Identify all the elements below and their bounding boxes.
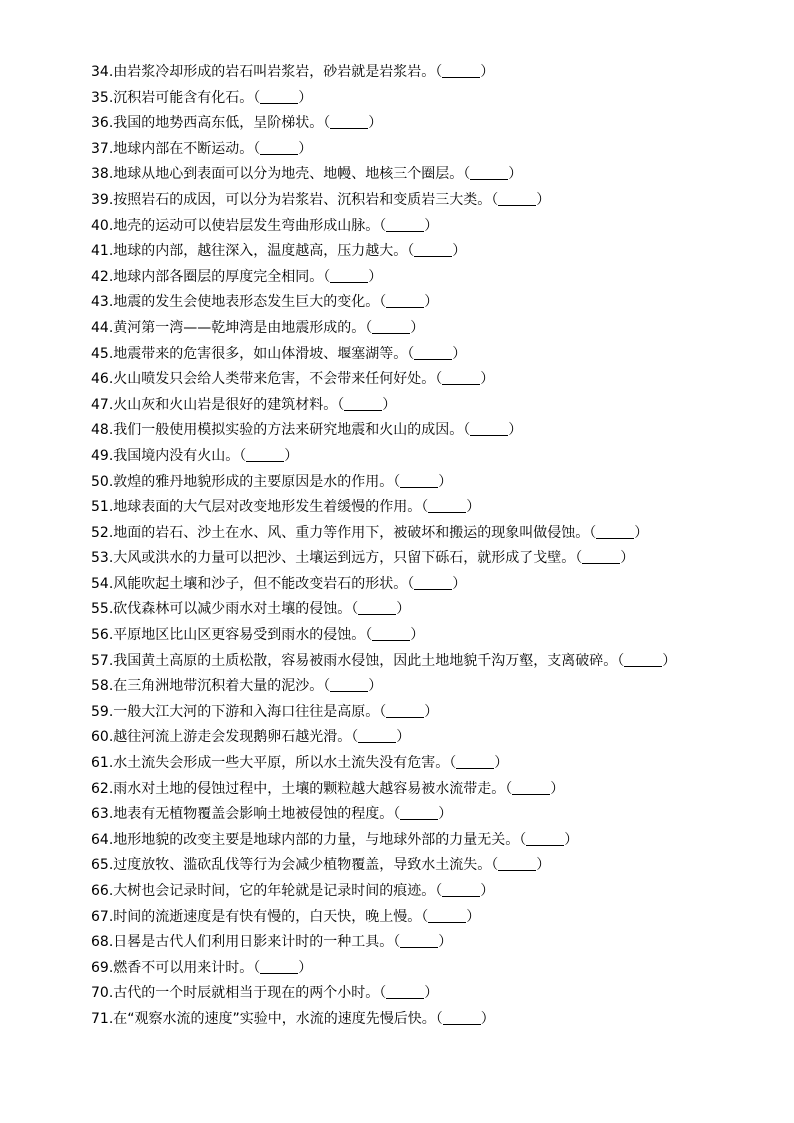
question-item [68,60,758,86]
answer-blank[interactable] [624,652,662,667]
answer-paren-open: （ [407,575,415,592]
question-item [68,290,758,316]
answer-paren-close: ） [620,550,635,567]
question-text: 地球从地心到表面可以分为地壳、地幔、地核三个圈层。 [113,166,464,183]
answer-paren-open: （ [365,319,373,336]
answer-blank[interactable] [414,242,452,257]
answer-paren-close: ） [452,575,467,592]
answer-blank[interactable] [428,908,466,923]
question-item [68,546,758,572]
answer-paren-open: （ [253,89,261,106]
question-text: 砍伐森林可以减少雨水对土壤的侵蚀。 [113,601,352,618]
question-text: 水土流失会形成一些大平原，所以水土流失没有危害。 [113,755,450,772]
answer-paren-open: （ [421,908,429,925]
answer-paren-open: （ [393,473,401,490]
answer-paren-close: ） [480,371,495,388]
answer-paren-close: ） [424,294,439,311]
answer-paren-close: ） [466,499,481,516]
question-item [68,879,758,905]
question-number: 44. [91,319,114,336]
question-number: 41. [91,243,114,260]
question-item [68,214,758,240]
answer-paren-close: ） [410,627,425,644]
answer-paren-open: （ [393,806,401,823]
question-text: 我们一般使用模拟实验的方法来研究地震和火山的成因。 [113,422,464,439]
question-number: 52. [91,524,114,541]
answer-blank[interactable] [582,549,620,564]
answer-paren-close: ） [536,857,551,874]
answer-paren-close: ） [662,652,677,669]
question-number: 47. [91,396,114,413]
question-number: 38. [91,166,114,183]
answer-paren-open: （ [323,268,331,285]
question-text: 地面的岩石、沙土在水、风、重力等作用下，被破坏和搬运的现象叫做侵蚀。 [113,524,590,541]
question-text: 地震的发生会使地表形态发生巨大的变化。 [113,294,380,311]
answer-paren-close: ） [494,755,509,772]
answer-paren-close: ） [438,934,453,951]
answer-paren-close: ） [382,396,397,413]
answer-paren-close: ） [480,64,495,80]
question-number: 54. [91,575,114,592]
question-item [68,86,758,112]
question-text: 大树也会记录时间，它的年轮就是记录时间的痕迹。 [113,883,436,899]
question-item [68,316,758,342]
answer-paren-close: ） [368,115,383,132]
question-number: 42. [91,268,114,285]
question-number: 53. [91,550,114,567]
answer-paren-open: （ [407,243,415,260]
question-item [68,393,758,419]
answer-blank[interactable] [470,421,508,436]
answer-blank[interactable] [246,447,284,462]
answer-paren-close: ） [396,601,411,618]
question-number: 71. [91,1010,114,1027]
answer-blank[interactable] [400,473,438,488]
answer-paren-open: （ [379,985,387,1002]
answer-paren-close: ） [536,191,551,208]
answer-paren-open: （ [421,499,429,516]
question-item [68,342,758,368]
answer-blank[interactable] [260,959,298,974]
question-item [68,674,758,700]
question-item [68,239,758,265]
question-text: 沉积岩可能含有化石。 [113,89,254,106]
question-item [68,956,758,982]
answer-paren-open: （ [519,831,527,848]
answer-paren-open: （ [393,934,401,951]
answer-paren-open: （ [491,191,499,208]
question-text: 按照岩石的成因，可以分为岩浆岩、沉积岩和变质岩三大类。 [113,191,492,208]
answer-paren-open: （ [435,371,443,388]
answer-paren-close: ） [396,729,411,746]
question-text: 地震带来的危害很多，如山体滑坡、堰塞湖等。 [113,345,408,362]
question-number: 61. [91,755,114,772]
answer-paren-open: （ [435,64,443,80]
question-number: 57. [91,652,114,669]
answer-paren-close: ） [634,524,649,541]
question-number: 36. [91,115,114,132]
question-text: 地形地貌的改变主要是地球内部的力量，与地球外部的力量无关。 [113,831,520,848]
question-item [68,700,758,726]
answer-blank[interactable] [358,600,396,615]
answer-paren-close: ） [298,140,313,157]
answer-paren-open: （ [379,703,387,720]
answer-blank[interactable] [414,345,452,360]
question-item [68,802,758,828]
answer-blank[interactable] [498,856,536,871]
question-number: 59. [91,703,114,720]
answer-paren-close: ） [508,166,523,183]
question-text: 在三角洲地带沉积着大量的泥沙。 [113,678,324,695]
answer-paren-close: ） [298,89,313,106]
answer-paren-open: （ [323,115,331,132]
question-text: 我国的地势西高东低，呈阶梯状。 [113,115,324,132]
answer-paren-close: ） [368,268,383,285]
question-number: 35. [91,89,114,106]
answer-blank[interactable] [386,703,424,718]
answer-blank[interactable] [400,805,438,820]
answer-paren-close: ） [438,806,453,823]
question-item [68,981,758,1007]
question-text: 大风或洪水的力量可以把沙、土壤运到远方，只留下砾石，就形成了戈壁。 [113,550,576,567]
answer-paren-open: （ [337,396,345,413]
answer-blank[interactable] [260,140,298,155]
question-number: 46. [91,371,114,388]
question-number: 49. [91,447,114,464]
answer-paren-close: ） [298,959,313,976]
answer-paren-open: （ [407,345,415,362]
answer-blank[interactable] [456,754,494,769]
question-text: 在“观察水流的速度”实验中，水流的速度先慢后快。 [113,1010,436,1027]
answer-paren-close: ） [410,319,425,336]
question-number: 43. [91,294,114,311]
answer-paren-open: （ [491,857,499,874]
answer-paren-open: （ [379,294,387,311]
answer-blank[interactable] [442,370,480,385]
question-item [68,265,758,291]
answer-paren-open: （ [379,217,387,234]
question-item [68,418,758,444]
answer-paren-open: （ [239,447,247,464]
question-item [68,1007,758,1033]
answer-blank[interactable] [386,217,424,232]
answer-blank[interactable] [330,268,368,283]
question-number: 34. [91,64,114,80]
answer-paren-close: ） [424,985,439,1002]
question-number: 60. [91,729,114,746]
answer-blank[interactable] [526,831,564,846]
answer-blank[interactable] [344,396,382,411]
question-number: 50. [91,473,114,490]
answer-paren-close: ） [480,1010,495,1027]
question-item [68,725,758,751]
question-number: 56. [91,627,114,644]
answer-blank[interactable] [400,933,438,948]
answer-paren-open: （ [365,627,373,644]
answer-paren-open: （ [253,959,261,976]
question-item [68,367,758,393]
answer-paren-open: （ [323,678,331,695]
answer-paren-close: ） [438,473,453,490]
question-text: 时间的流逝速度是有快有慢的，白天快，晚上慢。 [113,908,422,925]
question-item [68,188,758,214]
answer-blank[interactable] [498,191,536,206]
answer-paren-close: ） [466,908,481,925]
question-item [68,111,758,137]
answer-paren-close: ） [452,243,467,260]
question-number: 39. [91,191,114,208]
answer-blank[interactable] [386,293,424,308]
question-number: 48. [91,422,114,439]
answer-paren-close: ） [284,447,299,464]
answer-paren-open: （ [435,883,443,899]
answer-blank[interactable] [358,728,396,743]
question-item [68,853,758,879]
answer-paren-open: （ [505,780,513,797]
question-text: 燃香不可以用来计时。 [113,959,254,976]
question-number: 69. [91,959,114,976]
answer-paren-open: （ [449,755,457,772]
question-item [68,162,758,188]
answer-paren-close: ） [564,831,579,848]
answer-paren-open: （ [617,652,625,669]
question-number: 37. [91,140,114,157]
question-text: 火山灰和火山岩是很好的建筑材料。 [113,396,338,413]
question-text: 日晷是古代人们利用日影来计时的一种工具。 [113,934,394,951]
question-number: 51. [91,499,114,516]
question-text: 古代的一个时辰就相当于现在的两个小时。 [113,985,380,1002]
answer-paren-close: ） [368,678,383,695]
answer-paren-close: ） [508,422,523,439]
question-text: 我国黄土高原的土质松散，容易被雨水侵蚀，因此土地地貌千沟万壑，支离破碎。 [113,652,618,669]
question-number: 45. [91,345,114,362]
question-item [68,828,758,854]
question-number: 62. [91,780,114,797]
answer-blank[interactable] [372,319,410,334]
answer-blank[interactable] [470,165,508,180]
question-item [68,905,758,931]
question-number: 55. [91,601,114,618]
question-item [68,597,758,623]
question-item [68,521,758,547]
answer-blank[interactable] [428,498,466,513]
answer-blank[interactable] [512,780,550,795]
question-number: 70. [91,985,114,1002]
answer-paren-open: （ [351,601,359,618]
answer-blank[interactable] [442,63,480,78]
question-item [68,470,758,496]
question-number: 58. [91,678,114,695]
answer-paren-open: （ [351,729,359,746]
answer-paren-close: ） [480,883,495,899]
question-item [68,572,758,598]
answer-blank[interactable] [260,89,298,104]
question-list [68,60,758,1033]
question-text: 地壳的运动可以使岩层发生弯曲形成山脉。 [113,217,380,234]
question-text: 风能吹起土壤和沙子，但不能改变岩石的形状。 [113,575,408,592]
question-text: 平原地区比山区更容易受到雨水的侵蚀。 [113,627,366,644]
question-number: 66. [91,883,114,899]
question-text: 一般大江大河的下游和入海口往往是高原。 [113,703,380,720]
question-number: 67. [91,908,114,925]
question-text: 敦煌的雅丹地貌形成的主要原因是水的作用。 [113,473,394,490]
question-text: 我国境内没有火山。 [113,447,240,464]
question-number: 64. [91,831,114,848]
question-text: 由岩浆冷却形成的岩石叫岩浆岩，砂岩就是岩浆岩。 [113,64,436,80]
question-text: 黄河第一湾——乾坤湾是由地震形成的。 [113,319,366,336]
answer-blank[interactable] [330,114,368,129]
answer-paren-close: ） [424,703,439,720]
question-text: 地球表面的大气层对改变地形发生着缓慢的作用。 [113,499,422,516]
answer-blank[interactable] [596,524,634,539]
answer-paren-open: （ [463,422,471,439]
question-item [68,930,758,956]
answer-paren-open: （ [435,1010,443,1027]
answer-paren-close: ） [452,345,467,362]
question-text: 过度放牧、滥砍乱伐等行为会减少植物覆盖，导致水土流失。 [113,857,492,874]
question-text: 地表有无植物覆盖会影响土地被侵蚀的程度。 [113,806,394,823]
question-item [68,751,758,777]
answer-blank[interactable] [372,626,410,641]
question-text: 地球内部在不断运动。 [113,140,254,157]
answer-blank[interactable] [414,575,452,590]
answer-blank[interactable] [442,882,480,897]
answer-paren-open: （ [463,166,471,183]
question-number: 63. [91,806,114,823]
question-number: 68. [91,934,114,951]
answer-blank[interactable] [386,984,424,999]
question-item [68,649,758,675]
answer-paren-close: ） [550,780,565,797]
answer-paren-open: （ [253,140,261,157]
question-number: 65. [91,857,114,874]
question-item [68,623,758,649]
question-item [68,495,758,521]
question-item [68,777,758,803]
answer-blank[interactable] [443,1010,481,1025]
question-item [68,444,758,470]
question-text: 雨水对土地的侵蚀过程中，土壤的颗粒越大越容易被水流带走。 [113,780,506,797]
question-number: 40. [91,217,114,234]
answer-paren-open: （ [589,524,597,541]
question-text: 地球的内部，越往深入，温度越高，压力越大。 [113,243,408,260]
answer-blank[interactable] [330,677,368,692]
answer-paren-close: ） [424,217,439,234]
question-text: 越往河流上游走会发现鹅卵石越光滑。 [113,729,352,746]
question-text: 火山喷发只会给人类带来危害，不会带来任何好处。 [113,371,436,388]
question-item [68,137,758,163]
answer-paren-open: （ [575,550,583,567]
question-text: 地球内部各圈层的厚度完全相同。 [113,268,324,285]
